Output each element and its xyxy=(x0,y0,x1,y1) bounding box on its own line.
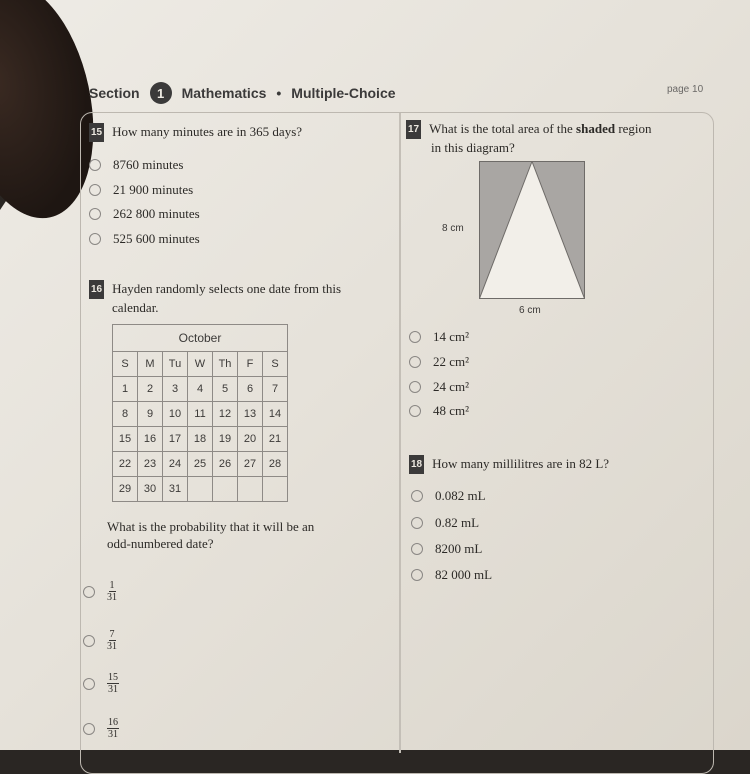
calendar-day xyxy=(238,477,263,502)
option-label: 262 800 minutes xyxy=(113,206,200,221)
question-18-text: How many millilitres are in 82 L? xyxy=(432,456,610,471)
numerator: 7 xyxy=(109,629,115,640)
prompt-line2: odd-numbered date? xyxy=(107,536,214,551)
fraction xyxy=(107,672,119,695)
q15-option-c[interactable] xyxy=(89,206,200,222)
calendar-day: 16 xyxy=(138,427,163,452)
prompt-line1: What is the probability that it will be an xyxy=(107,519,315,534)
calendar-day: 10 xyxy=(163,402,188,427)
calendar-day: 30 xyxy=(138,477,163,502)
question-16-text-line1: Hayden randomly selects one date from this xyxy=(112,281,342,296)
section-label: Section xyxy=(89,85,140,101)
radio-bubble[interactable] xyxy=(409,356,421,368)
calendar-day: 9 xyxy=(138,402,163,427)
option-label: 48 cm² xyxy=(433,403,470,418)
october-calendar xyxy=(112,324,288,502)
q18-option-b[interactable] xyxy=(411,515,479,531)
radio-bubble[interactable] xyxy=(409,381,421,393)
section-number-badge: 1 xyxy=(150,82,172,104)
option-label: 8200 mL xyxy=(435,541,483,556)
radio-bubble[interactable] xyxy=(409,405,421,417)
fraction xyxy=(107,629,117,652)
q16-option-a[interactable] xyxy=(83,580,117,603)
calendar-day: 19 xyxy=(213,427,238,452)
option-label: 14 cm² xyxy=(433,329,470,344)
calendar-day: 1 xyxy=(113,377,138,402)
calendar-day: 18 xyxy=(188,427,213,452)
calendar-day: 28 xyxy=(263,452,288,477)
question-18 xyxy=(409,455,609,474)
calendar-day: 13 xyxy=(238,402,263,427)
calendar-day: 17 xyxy=(163,427,188,452)
fraction xyxy=(107,717,119,740)
radio-bubble[interactable] xyxy=(83,586,95,598)
weekday-label: M xyxy=(138,352,163,377)
q17-option-c[interactable] xyxy=(409,379,469,395)
question-number-badge: 15 xyxy=(89,123,104,142)
question-number-badge: 17 xyxy=(406,120,421,139)
calendar-day: 27 xyxy=(238,452,263,477)
calendar-day: 25 xyxy=(188,452,213,477)
q16-option-c[interactable] xyxy=(83,672,119,695)
option-label: 24 cm² xyxy=(433,379,470,394)
weekday-label: F xyxy=(238,352,263,377)
calendar-day: 15 xyxy=(113,427,138,452)
radio-bubble[interactable] xyxy=(83,723,95,735)
fraction xyxy=(107,580,117,603)
q17-option-a[interactable] xyxy=(409,329,469,345)
question-16-text-line2: calendar. xyxy=(112,300,159,315)
q17-option-b[interactable] xyxy=(409,354,469,370)
radio-bubble[interactable] xyxy=(409,331,421,343)
option-label: 525 600 minutes xyxy=(113,231,200,246)
calendar-day: 3 xyxy=(163,377,188,402)
radio-bubble[interactable] xyxy=(89,208,101,220)
calendar-day: 31 xyxy=(163,477,188,502)
radio-bubble[interactable] xyxy=(83,635,95,647)
numerator: 1 xyxy=(109,580,115,591)
radio-bubble[interactable] xyxy=(89,159,101,171)
calendar-week-row xyxy=(113,427,288,452)
question-17-text-post: region xyxy=(615,121,652,136)
radio-bubble[interactable] xyxy=(411,569,423,581)
calendar-month: October xyxy=(113,325,288,352)
option-label: 22 cm² xyxy=(433,354,470,369)
question-17-text-line2: in this diagram? xyxy=(431,140,515,155)
option-label: 0.82 mL xyxy=(435,515,480,530)
calendar-day: 22 xyxy=(113,452,138,477)
question-17-text-pre: What is the total area of the xyxy=(429,121,577,136)
question-15 xyxy=(89,123,302,142)
question-number-badge: 18 xyxy=(409,455,424,474)
calendar-week-row xyxy=(113,402,288,427)
calendar-week-row xyxy=(113,477,288,502)
calendar-day: 2 xyxy=(138,377,163,402)
q18-option-a[interactable] xyxy=(411,488,486,504)
question-16 xyxy=(89,280,341,316)
q15-option-d[interactable] xyxy=(89,231,200,247)
page-header xyxy=(89,82,396,104)
question-17-text-bold: shaded xyxy=(576,121,616,136)
separator-dot: • xyxy=(276,85,282,101)
weekday-label: S xyxy=(263,352,288,377)
q16-option-b[interactable] xyxy=(83,629,117,652)
denominator: 31 xyxy=(108,729,118,740)
numerator: 16 xyxy=(108,717,118,728)
test-type-label: Multiple-Choice xyxy=(291,85,396,101)
q17-option-d[interactable] xyxy=(409,403,469,419)
radio-bubble[interactable] xyxy=(89,184,101,196)
option-label: 21 900 minutes xyxy=(113,182,194,197)
question-15-text: How many minutes are in 365 days? xyxy=(112,124,303,139)
denominator: 31 xyxy=(107,641,117,652)
page-number: page 10 xyxy=(667,84,704,95)
radio-bubble[interactable] xyxy=(411,543,423,555)
calendar-day: 8 xyxy=(113,402,138,427)
calendar-day xyxy=(213,477,238,502)
radio-bubble[interactable] xyxy=(89,233,101,245)
weekday-label: S xyxy=(113,352,138,377)
weekday-label: Tu xyxy=(163,352,188,377)
calendar-day: 14 xyxy=(263,402,288,427)
denominator: 31 xyxy=(108,684,118,695)
radio-bubble[interactable] xyxy=(411,517,423,529)
calendar-weekday-row xyxy=(113,352,288,377)
calendar-day xyxy=(263,477,288,502)
question-16-prompt xyxy=(107,518,314,552)
calendar-day: 12 xyxy=(213,402,238,427)
calendar-day: 7 xyxy=(263,377,288,402)
q15-option-a[interactable] xyxy=(89,157,183,173)
calendar-day: 29 xyxy=(113,477,138,502)
option-label: 0.082 mL xyxy=(435,488,486,503)
calendar-day xyxy=(188,477,213,502)
calendar-week-row xyxy=(113,377,288,402)
option-label: 82 000 mL xyxy=(435,567,493,582)
calendar-day: 6 xyxy=(238,377,263,402)
column-divider xyxy=(399,113,401,753)
subject-label: Mathematics xyxy=(181,85,267,101)
calendar-day: 20 xyxy=(238,427,263,452)
calendar-week-row xyxy=(113,452,288,477)
numerator: 15 xyxy=(108,672,118,683)
calendar-day: 5 xyxy=(213,377,238,402)
calendar-day: 21 xyxy=(263,427,288,452)
calendar-day: 24 xyxy=(163,452,188,477)
weekday-label: Th xyxy=(213,352,238,377)
q18-option-c[interactable] xyxy=(411,541,482,557)
question-17 xyxy=(406,120,652,156)
calendar-day: 26 xyxy=(213,452,238,477)
radio-bubble[interactable] xyxy=(411,490,423,502)
calendar-day: 11 xyxy=(188,402,213,427)
shaded-triangle-diagram xyxy=(479,161,585,299)
radio-bubble[interactable] xyxy=(83,678,95,690)
option-label: 8760 minutes xyxy=(113,157,184,172)
q15-option-b[interactable] xyxy=(89,182,193,198)
q16-option-d[interactable] xyxy=(83,717,119,740)
calendar-day: 4 xyxy=(188,377,213,402)
weekday-label: W xyxy=(188,352,213,377)
width-label: 6 cm xyxy=(519,305,541,316)
calendar-day: 23 xyxy=(138,452,163,477)
q18-option-d[interactable] xyxy=(411,567,492,583)
question-number-badge: 16 xyxy=(89,280,104,299)
height-label: 8 cm xyxy=(442,223,464,234)
denominator: 31 xyxy=(107,592,117,603)
